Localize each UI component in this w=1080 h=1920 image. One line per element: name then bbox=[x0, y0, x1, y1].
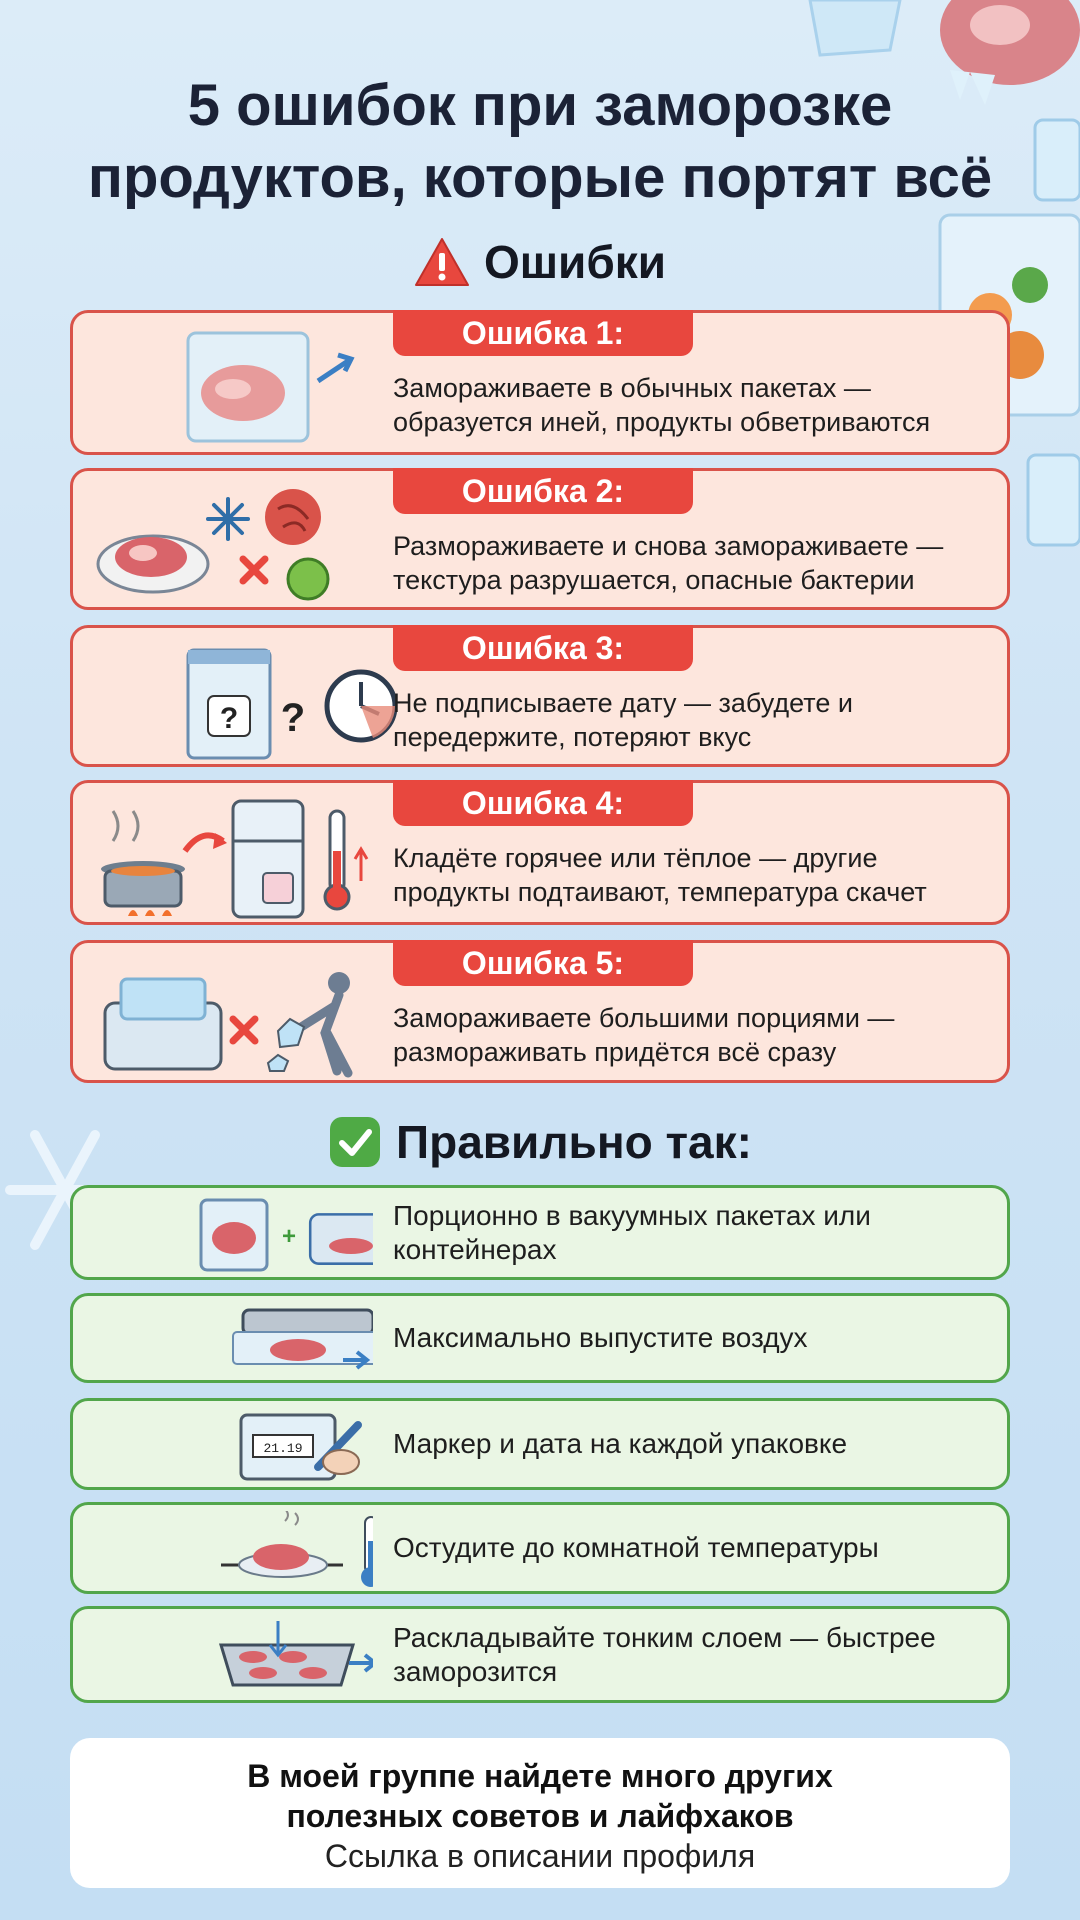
mistake-label-5: Ошибка 5: bbox=[393, 940, 693, 986]
mistake-text-3: Не подписываете дату — забудете и передержите, потеряют вкус bbox=[393, 688, 853, 752]
mistake-card-4 bbox=[70, 780, 1010, 925]
baking-tray-icon bbox=[113, 1615, 373, 1693]
footer-line-3: Ссылка в описании профиля bbox=[324, 1838, 756, 1874]
ice-cube-icon bbox=[800, 0, 910, 60]
tip-text-4: Остудите до комнатной температуры bbox=[393, 1532, 879, 1563]
tip-card-1 bbox=[70, 1185, 1010, 1280]
mistake-label-3: Ошибка 3: bbox=[393, 625, 693, 671]
tip-card-4 bbox=[70, 1502, 1010, 1594]
vacuum-bag-container-icon bbox=[113, 1194, 373, 1272]
mistake-label-4: Ошибка 4: bbox=[393, 780, 693, 826]
checkmark-icon bbox=[328, 1115, 382, 1169]
mistake-card-1 bbox=[70, 310, 1010, 455]
correct-header-label: Правильно так: bbox=[396, 1116, 752, 1168]
tip-text-5: Раскладывайте тонким слоем — быстрее заморозится bbox=[393, 1621, 936, 1687]
tip-text-3: Маркер и дата на каждой упаковке bbox=[393, 1428, 848, 1459]
svg-text:+: + bbox=[281, 1223, 297, 1250]
svg-text:?: ? bbox=[219, 702, 239, 735]
big-container-person-icon bbox=[93, 951, 373, 1085]
mistakes-header bbox=[0, 235, 1080, 289]
title-line-2: продуктов, которые портят всё bbox=[87, 145, 993, 210]
cooling-meat-thermometer-icon bbox=[113, 1511, 373, 1589]
mistake-text-1: Замораживаете в обычных пакетах — образуется иней, продукты обветриваются bbox=[393, 373, 931, 437]
title-line-1: 5 ошибок при заморозке bbox=[187, 73, 893, 138]
mistake-card-3 bbox=[70, 625, 1010, 767]
ice-cube-icon bbox=[1020, 450, 1080, 550]
mistakes-header-label: Ошибки bbox=[483, 236, 667, 288]
tip-text-1: Порционно в вакуумных пакетах или контейнерах bbox=[393, 1199, 871, 1265]
tip-card-2 bbox=[70, 1293, 1010, 1383]
correct-header bbox=[0, 1115, 1080, 1169]
mistake-text-5: Замораживаете большими порциями — размораживать придётся всё сразу bbox=[393, 1003, 895, 1067]
pot-fridge-thermometer-icon bbox=[93, 791, 373, 925]
footer-line-1: В моей группе найдете много других bbox=[247, 1758, 833, 1794]
tip-text-2: Максимально выпустите воздух bbox=[393, 1322, 808, 1353]
bag-with-meat-icon bbox=[93, 321, 373, 455]
footer-box bbox=[70, 1738, 1010, 1888]
tip-card-5 bbox=[70, 1606, 1010, 1703]
svg-text:?: ? bbox=[280, 696, 306, 740]
footer-line-2: полезных советов и лайфхаков bbox=[286, 1798, 794, 1834]
label-sample: 21.19 bbox=[263, 1441, 303, 1456]
mistake-label-2: Ошибка 2: bbox=[393, 468, 693, 514]
vacuum-sealer-icon bbox=[113, 1302, 373, 1380]
meat-snowflake-bacteria-icon bbox=[93, 479, 373, 613]
mistake-card-2 bbox=[70, 468, 1010, 610]
label-marker-icon bbox=[113, 1407, 373, 1485]
mistake-card-5 bbox=[70, 940, 1010, 1083]
mistake-text-2: Размораживаете и снова замораживаете — текстура разрушается, опасные бактерии bbox=[393, 531, 944, 595]
warning-icon bbox=[414, 237, 470, 287]
tip-card-3 bbox=[70, 1398, 1010, 1490]
mistake-text-4: Кладёте горячее или тёплое — другие продукты подтаивают, температура скачет bbox=[393, 843, 927, 907]
page-title bbox=[0, 70, 1080, 214]
mistake-label-1: Ошибка 1: bbox=[393, 310, 693, 356]
clock-icon bbox=[323, 658, 403, 748]
